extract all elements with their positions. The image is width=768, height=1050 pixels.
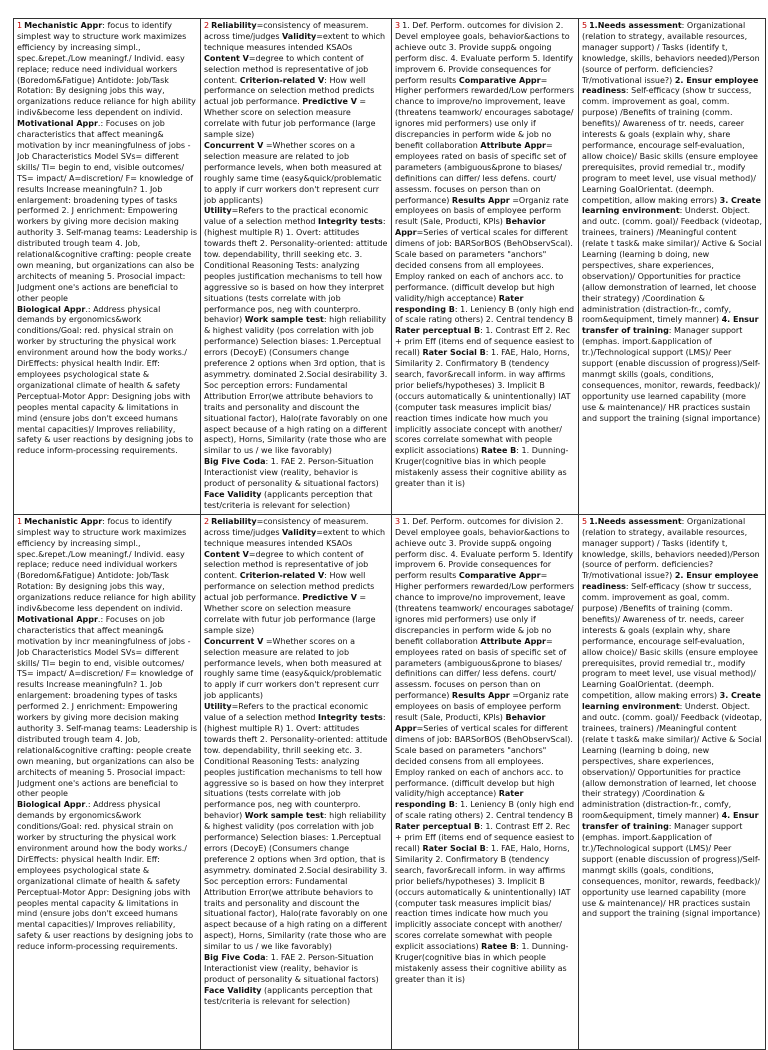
term-predictive-validity: Predictive V bbox=[302, 97, 357, 107]
cell-number: 2 bbox=[204, 21, 210, 30]
term-face-validity: Face Validity bbox=[204, 985, 262, 995]
text: : focus to identify simplest way to structure work maximizes efficiency by increasing simpl., spec.&repet./Low meaningf./ Individ. easy replace; reduce need individual workers (Boredom&Fatigue) Antidote: Job/Task Rotation: By designing jobs this way, organizations reduce reliance for high ability indiv&become less dependent on individ. bbox=[17, 21, 196, 118]
term-concurrent-validity: Concurrent V bbox=[204, 636, 264, 646]
text: : Manager support (emphas. import.&application of tr.)/Technological support (LMS)/ Peer support (enable discussion of progress)/Self-manmgt skills (goals, conditions, consequences, monitor, rewards, feedback)/ opportunity use learned capability (more use & maintenance)/ HR practices sustain and support the training (signal importance) bbox=[582, 822, 761, 919]
term-needs-assessment: 1.Needs assessment bbox=[589, 516, 682, 526]
text: =Whether scores on a selection measure are related to job performance levels, when both measured at roughly same time (easy&quick/problematic to apply if curr workers don't represent curr job applicants) bbox=[204, 140, 382, 205]
text: : (highest multiple R) 1. Overt: attitudes towards theft 2. Personality-oriented: attitude tow. dependability, thrill seeking etc. 3. Conditional Reasoning Tests: analyzing peoples justification mechanisms to tell how aggressive so is based on how they interpret situations (tests correlate with job performance pos, neg with counterpro. behavior) bbox=[204, 217, 388, 325]
text: =consistency of measurem. across time/judges bbox=[204, 516, 369, 537]
term-rater-social: Rater Social B bbox=[422, 843, 486, 853]
term-transfer-of-training: 4. Ensur transfer of training bbox=[582, 811, 759, 832]
term-behavior-approach: Behavior Appr bbox=[395, 217, 546, 238]
term-behavior-approach: Behavior Appr bbox=[395, 713, 546, 733]
text: .: Focuses on job characteristics that affect meaning& motivation by incr meaningfulness of jobs - Job Characteristics Model SVs= different skills/ TI= begin to end, visible outcomes/ TS= impact/ A=discretion/ F= knowledge of results Increase meaningfuln? 1. Job enlargement: broadening types of tasks performed 2. J enrichment: Empowering workers by giving more decision making authority 3. Self-manag teams: Leadership is distributed trough team 4. Job, relational&cognitive crafting: people create own meaning, but organizations can also be architects of meaning 5. Prosocial impact: Judgment one's actions are beneficial to other people bbox=[17, 614, 197, 799]
term-attribute-approach: Attribute Appr bbox=[480, 140, 546, 150]
term-content-validity: Content V bbox=[204, 549, 249, 559]
term-mechanistic-approach: Mechanistic Appr bbox=[24, 21, 103, 30]
term-criterion-validity: Criterion-related V bbox=[239, 571, 325, 581]
text: : 1. FAE, Halo, Horns, Similarity 2. Confirmatory B (tendency search, favor&recall inform. in way affirms prior beliefs/hypotheses) 3. Implicit B (occurs automatically & unintentionally) IAT (computer task measures implicit bias/ reaction times indicate how much you implicitly associate concept with another/ scores correlate somewhat with people explicit associations) bbox=[395, 843, 571, 952]
cell-selection bbox=[201, 514, 392, 1049]
term-validity: Validity bbox=[282, 527, 317, 537]
text: : 1. FAE, Halo, Horns, Similarity 2. Confirmatory B (tendency search, favor&recall inform. in way affirms prior beliefs/hypotheses) 3. Implicit B (occurs automatically & unintentionally) IAT (computer task measures implicit bias/ reaction times indicate how much you implicitly associate concept with another/ scores correlate somewhat with people explicit associations) bbox=[395, 348, 571, 456]
term-mechanistic-approach: Mechanistic Appr bbox=[24, 516, 103, 526]
text: : high reliability & highest validity (pos correlation with job performance) Selection biases: 1.Perceptual errors (DecoyE) (Consumers change preference 2 options when 3rd option, that is asymmetry. dominated 2.Social desirability 3. Soc perception errors: Fundamental Attribution Error(we attribute behaviors to traits and personality and discount the situational factor), Halo(rate favorably on one aspect because of a high rating on a different aspect), Horns, Similarity (rate those who are similar to us / we like favorably) bbox=[204, 315, 388, 456]
term-big-five-coda: Big Five Coda bbox=[204, 953, 266, 963]
text: 1. Def. Perform. outcomes for division 2. Devel employee goals, behavior&actions to achieve outc 3. Provide supp& ongoing perform disc. 4. Evaluate perform 5. Identify improvem 6. Provide consequences for perform results bbox=[395, 516, 573, 581]
text: : Self-efficacy (show tr success, comm. improvement as goal, comm. purpose) /Benefits of training (comm. benefits)/ Awareness of tr. needs, career interests & goals (explain why, share performance, encourage self-evaluation, allow choice)/ Basic skills (ensure employee prerequisites, provid remedial tr., modify program to meet level, use visual method)/ Learning GoalOrientat. (deemph. competition, allow making errors) bbox=[582, 86, 758, 205]
cell-number: 3 bbox=[395, 21, 401, 30]
text: = employees rated on basis of specific set of parameters (ambiguous&prone to biases/ definitions can differ/ less defens. court/ assessm. focuses on person than on performance) bbox=[395, 140, 567, 205]
text: =Series of vertical scales for different dimens of job: BARSorBOS (BehObservScal). Scale based on parameters "anchors" decided consens from all employees. Employ ranked on each of anchors acc. to performance. (difficult develop but high validity/high acceptance) bbox=[395, 724, 573, 799]
text: .: Focuses on job characteristics that affect meaning& motivation by incr meaningfulness of jobs - Job Characteristics Model SVs= different skills/ TI= begin to end, visible outcomes/ TS= impact/ A=discretion/ F= knowledge of results Increase meaningfuln? 1. Job enlargement: broadening types of tasks performed 2. J enrichment: Empowering workers by giving more decision making authority 3. Self-manag teams: Leadership is distributed trough team 4. Job, relational&cognitive crafting: people create own meaning, but organizations can also be architects of meaning 5. Prosocial impact: Judgment one's actions are beneficial to other people bbox=[17, 119, 197, 303]
cell-number: 5 bbox=[582, 516, 588, 526]
cell-number: 2 bbox=[204, 516, 210, 526]
term-rater-perceptual: Rater perceptual B bbox=[395, 822, 481, 832]
text: =Whether scores on a selection measure are related to job performance levels, when both measured at roughly same time (easy&quick/problematic to apply if curr workers don't represent curr job applicants) bbox=[204, 636, 382, 701]
term-reliability: Reliability bbox=[211, 21, 257, 30]
text: : Underst. Object. and outc. (comm. goal)/ Feedback (videotap, trainees, trainers) /Meaningful content (relate t task& make similar)/ Active & Social Learning (learning b doing, new perspectives, share experiences, observation)/ Opportunities for practice (allow demonstration of learned, let choose their strategy) /Coordination & administration (distraction-fr., comfy, room&equipment, timely manner) bbox=[582, 206, 762, 325]
text: .: Address physical demands by ergonomics&work conditions/Goal: red. physical strain on worker by structuring the physical work environment around how the body works./ DirEffects: physical health Indir. Eff: employees psychological state & organizational climate of health & safety Perceptual-Motor Appr: Designing jobs with peoples mental capacity & limitations in mind (ensure jobs don't exceed humans mental capacities)/ Improves reliability, safety & user reactions by designing jobs to reduce inform-processing requirements. bbox=[17, 800, 194, 952]
text: (applicants perception that test/criteria is relevant for selection) bbox=[204, 985, 373, 1006]
text: : 1. Dunning-Kruger(cognitive bias in which people mistakenly assess their cognitive ability as greater than it is) bbox=[395, 446, 569, 489]
text: : Underst. Object. and outc. (comm. goal)/ Feedback (videotap, trainees, trainers) /Meaningful content (relate t task& make similar)/ Active & Social Learning (learning b doing, new perspectives, share experiences, observation)/ Opportunities for practice (allow demonstration of learned, let choose their strategy) /Coordination & administration (distraction-fr., comfy, room&equipment, timely manner) bbox=[582, 702, 762, 821]
text: =Series of vertical scales for different dimens of job: BARSorBOS (BehObservScal). Scale based on parameters "anchors" decided consens from all employees. Employ ranked on each of anchors acc. to performance. (difficult develop but high validity/high acceptance) bbox=[395, 228, 573, 303]
cell-performance bbox=[392, 19, 579, 515]
text: : 1. Contrast Eff 2. Rec + prim Eff (items end of sequence easiest to recall) bbox=[395, 822, 575, 853]
text: : 1. FAE 2. Person-Situation Interactionist view (reality, behavior is product of personality & situational factors) bbox=[204, 953, 379, 984]
term-rater-social: Rater Social B bbox=[422, 348, 486, 358]
notes-grid bbox=[13, 18, 766, 1050]
text: : Manager support (emphas. import.&application of tr.)/Technological support (LMS)/ Peer support (enable discussion of progress)/Self-manmgt skills (goals, conditions, consequences, monitor, rewards, feedback)/ opportunity use learned capability (more use & maintenance)/ HR practices sustain and support the training (signal importance) bbox=[582, 326, 761, 423]
text: =Refers to the practical economic value of a selection method bbox=[204, 702, 369, 723]
text: 1. Def. Perform. outcomes for division 2. Devel employee goals, behavior&actions to achieve outc 3. Provide supp& ongoing perform disc. 4. Evaluate perform 5. Identify improvem 6. Provide consequences for perform results bbox=[395, 21, 573, 85]
term-face-validity: Face Validity bbox=[204, 489, 262, 499]
text: : 1. Leniency B (only high end of scale rating others) 2. Central tendency B bbox=[395, 800, 575, 821]
cell-training bbox=[579, 514, 766, 1049]
text: : Organizational (relation to strategy, available resources, manager support) / Tasks (identify t, knowledge, skills, behaviors needed)/Person (source of perform. deficiencies? Tr/motivational issue?) bbox=[582, 516, 760, 581]
term-utility: Utility bbox=[204, 206, 232, 216]
text: : 1. Dunning-Kruger(cognitive bias in which people mistakenly assess their cognitive ability as greater than it is) bbox=[395, 942, 569, 984]
term-biological-approach: Biological Appr bbox=[17, 800, 86, 810]
term-transfer-of-training: 4. Ensur transfer of training bbox=[582, 315, 759, 336]
term-integrity-tests: Integrity tests bbox=[318, 713, 383, 723]
text: = Whether score on selection measure correlate with futur job performance (large sample size) bbox=[204, 97, 376, 140]
cell-performance bbox=[392, 514, 579, 1049]
text: : focus to identify simplest way to structure work maximizes efficiency by increasing simpl., spec.&repet./Low meaningf./ Individ. easy replace; reduce need individual workers (Boredom&Fatigue) Antidote: Job/Task Rotation: By designing jobs this way, organizations reduce reliance for high ability indiv&become less dependent on individ. bbox=[17, 516, 196, 614]
text: : Self-efficacy (show tr success, comm. improvement as goal, comm. purpose) /Benefits of training (comm. benefits)/ Awareness of tr. needs, career interests & goals (explain why, share performance, encourage self-evaluation, allow choice)/ Basic skills (ensure employee prerequisites, provid remedial tr., modify program to meet level, use visual method)/ Learning GoalOrientat. (deemph. competition, allow making errors) bbox=[582, 582, 758, 701]
text: : 1. Contrast Eff 2. Rec + prim Eff (items end of sequence easiest to recall) bbox=[395, 326, 575, 358]
term-rater-perceptual: Rater perceptual B bbox=[395, 326, 481, 336]
term-big-five-coda: Big Five Coda bbox=[204, 457, 266, 467]
text: : Organizational (relation to strategy, available resources, manager support) / Tasks (identify t, knowledge, skills, behaviors needed)/Person (source of perform. deficiencies? Tr/motivational issue?) bbox=[582, 21, 760, 85]
term-ratee-bias: Ratee B bbox=[481, 446, 517, 456]
cell-number: 3 bbox=[395, 516, 401, 526]
text: =degree to which content of selection method is representative of job content. bbox=[204, 53, 369, 85]
text: =extent to which technique measures intended KSAOs bbox=[204, 527, 386, 548]
term-results-approach: Results Appr bbox=[451, 691, 510, 701]
term-work-sample-test: Work sample test bbox=[244, 811, 324, 821]
text: =extent to which technique measures intended KSAOs bbox=[204, 31, 386, 52]
term-results-approach: Results Appr bbox=[451, 195, 510, 205]
cell-number: 1 bbox=[17, 21, 23, 30]
term-integrity-tests: Integrity tests bbox=[318, 217, 383, 227]
text: : (highest multiple R) 1. Overt: attitudes towards theft 2. Personality-oriented: attitude tow. dependability, thrill seeking etc. 3. Conditional Reasoning Tests: analyzing peoples justification mechanisms to tell how aggressive so is based on how they interpret situations (tests correlate with job performance pos, neg with counterpro. behavior) bbox=[204, 713, 388, 821]
cell-number: 5 bbox=[582, 21, 588, 30]
text: = Higher performers rewarded/Low performers chance to improve/no improvement, leave (threatens teamwork/ encourages sabotage/ ignores mid performers) use only if discrepancies in perform wide & job no benefit collaboration bbox=[395, 75, 575, 150]
cell-training bbox=[579, 19, 766, 515]
text: =degree to which content of selection method is representative of job content. bbox=[204, 549, 369, 581]
term-learning-environment: 3. Create learning environment bbox=[582, 195, 761, 216]
term-comparative-approach: Comparative Appr bbox=[458, 75, 541, 85]
term-concurrent-validity: Concurrent V bbox=[204, 140, 264, 150]
term-ratee-bias: Ratee B bbox=[481, 942, 517, 952]
term-employee-readiness: 2. Ensur employee readiness bbox=[582, 75, 759, 96]
text: .: Address physical demands by ergonomics&work conditions/Goal: red. physical strain on worker by structuring the physical work environment around how the body works./ DirEffects: physical health Indir. Eff: employees psychological state & organizational climate of health & safety Perceptual-Motor Appr: Designing jobs with peoples mental capacity & limitations in mind (ensure jobs don't exceed humans mental capacities)/ Improves reliability, safety & user reactions by designing jobs to reduce inform-processing requirements. bbox=[17, 304, 194, 456]
term-work-sample-test: Work sample test bbox=[244, 315, 324, 325]
term-comparative-approach: Comparative Appr bbox=[458, 571, 541, 581]
text: : high reliability & highest validity (pos correlation with job performance) Selection biases: 1.Perceptual errors (DecoyE) (Consumers change preference 2 options when 3rd option, that is asymmetry. dominated 2.Social desirability 3. Soc perception errors: Fundamental Attribution Error(we attribute behaviors to traits and personality and discount the situational factor), Halo(rate favorably on one aspect because of a high rating on a different aspect), Horns, Similarity (rate those who are similar to us / we like favorably) bbox=[204, 811, 388, 952]
term-attribute-approach: Attribute Appr bbox=[480, 636, 546, 646]
term-validity: Validity bbox=[282, 31, 317, 41]
text: = Whether score on selection measure correlate with futur job performance (large sample size) bbox=[204, 593, 376, 635]
study-sheet bbox=[13, 18, 762, 1050]
term-criterion-validity: Criterion-related V bbox=[239, 75, 325, 85]
cell-number: 1 bbox=[17, 516, 23, 526]
cell-job-design bbox=[14, 19, 201, 515]
term-employee-readiness: 2. Ensur employee readiness bbox=[582, 571, 759, 592]
text: =Organiz rate employees on basis of employee perform result (Sale, Producti, KPIs) bbox=[395, 691, 569, 723]
term-motivational-approach: Motivational Appr bbox=[17, 614, 98, 624]
cell-selection bbox=[201, 19, 392, 515]
text: =Organiz rate employees on basis of employee perform result (Sale, Producti, KPIs) bbox=[395, 195, 569, 227]
term-utility: Utility bbox=[204, 702, 232, 712]
text: : 1. FAE 2. Person-Situation Interactionist view (reality, behavior is product of personality & situational factors) bbox=[204, 457, 379, 489]
text: : 1. Leniency B (only high end of scale rating others) 2. Central tendency B bbox=[395, 304, 575, 325]
text: = Higher performers rewarded/Low performers chance to improve/no improvement, leave (threatens teamwork/ encourages sabotage/ ignores mid performers) use only if discrepancies in perform wide & job no benefit collaboration bbox=[395, 571, 575, 646]
term-biological-approach: Biological Appr bbox=[17, 304, 86, 314]
grid-row-top bbox=[14, 19, 766, 515]
term-rater-responding: Rater responding B bbox=[395, 789, 524, 810]
term-reliability: Reliability bbox=[211, 516, 257, 526]
text: : How well performance on selection method predicts actual job performance. bbox=[204, 75, 375, 107]
term-predictive-validity: Predictive V bbox=[302, 593, 357, 603]
text: : How well performance on selection method predicts actual job performance. bbox=[204, 571, 375, 603]
text: =Refers to the practical economic value of a selection method bbox=[204, 206, 369, 227]
text: (applicants perception that test/criteria is relevant for selection) bbox=[204, 489, 373, 510]
term-needs-assessment: 1.Needs assessment bbox=[589, 21, 682, 30]
text: =consistency of measurem. across time/judges bbox=[204, 21, 369, 41]
term-motivational-approach: Motivational Appr bbox=[17, 119, 98, 129]
grid-row-bottom bbox=[14, 514, 766, 1049]
term-content-validity: Content V bbox=[204, 53, 249, 63]
text: = employees rated on basis of specific set of parameters (ambiguous&prone to biases/ definitions can differ/ less defens. court/ assessm. focuses on person than on performance) bbox=[395, 636, 567, 701]
term-rater-responding: Rater responding B bbox=[395, 293, 524, 314]
term-learning-environment: 3. Create learning environment bbox=[582, 691, 761, 712]
cell-job-design bbox=[14, 514, 201, 1049]
